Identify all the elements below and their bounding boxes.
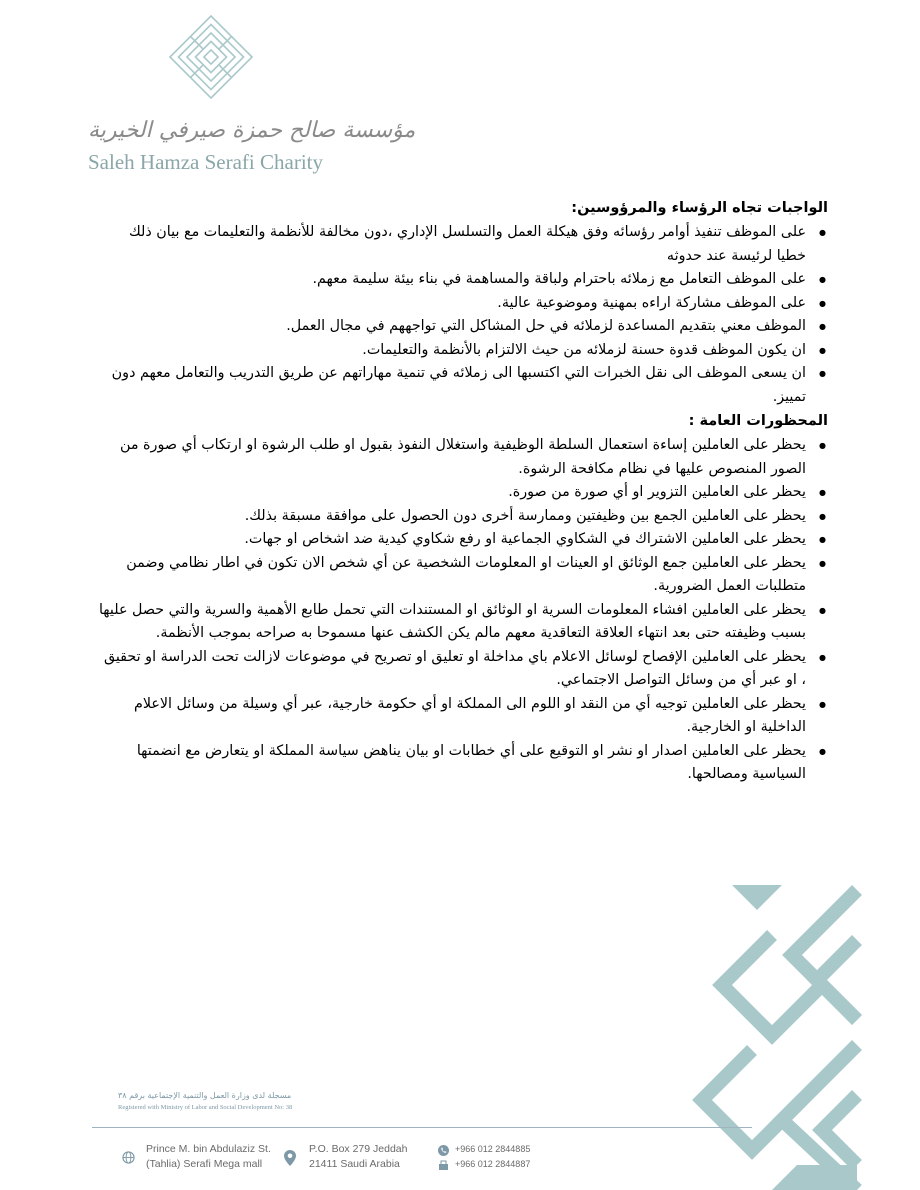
address-line-2: (Tahlia) Serafi Mega mall xyxy=(146,1158,263,1170)
phone-icon xyxy=(438,1145,449,1156)
registration-english: Registered with Ministry of Labor and Social Development No: 38 xyxy=(118,1104,293,1111)
list-item: ● يحظر على العاملين إساءة استعمال السلطة الوظيفية واستغلال النفوذ بقبول او طلب الرشوة او ارتكاب أي صورة من الصور المنصوص عليها في نظام مكافحة الرشوة. xyxy=(98,434,806,481)
duties-list xyxy=(98,221,828,409)
list-item: ● يحظر على العاملين توجيه أي من النقد او اللوم الى المملكة او أي حكومة خارجية، عبر أي وسيلة من وسائل الاعلام الداخلية او الخارجية. xyxy=(98,693,806,740)
decorative-pattern-icon xyxy=(712,880,857,1190)
phone-number: +966 012 2844885 xyxy=(455,1144,531,1154)
brand-english-name: Saleh Hamza Serafi Charity xyxy=(88,150,323,174)
charity-logo-icon xyxy=(168,14,254,100)
footer-divider xyxy=(92,1127,752,1128)
pobox-line-2: 21411 Saudi Arabia xyxy=(309,1158,400,1170)
document-body xyxy=(98,196,828,787)
address-line-1: Prince M. bin Abdulaziz St. xyxy=(146,1143,271,1155)
location-pin-icon xyxy=(284,1150,296,1166)
list-item: ● ان يكون الموظف قدوة حسنة لزملائه من حيث الالتزام بالأنظمة والتعليمات. xyxy=(98,339,806,363)
list-item: ● يحظر على العاملين افشاء المعلومات السرية او الوثائق او المستندات التي تحمل طابع الأهمية والسرية والتي حصل عليها بسبب وظيفته حتى بعد انتهاء العلاقة التعاقدية معهم مالم يكن الكشف عنها مسموحا به صراحه بموجب الأنظمة. xyxy=(98,599,806,646)
list-item: ● ان يسعى الموظف الى نقل الخبرات التي اكتسبها الى زملائه في تنمية مهاراتهم عن طريق التدريب والتعامل معهم دون تمييز. xyxy=(98,362,806,409)
registration-arabic: مسجلة لدى وزارة العمل والتنمية الإجتماعية برقم ٣٨ xyxy=(118,1091,292,1100)
list-item: ● يحظر على العاملين الاشتراك في الشكاوي الجماعية او رفع شكاوي كيدية ضد اشخاص او جهات. xyxy=(98,528,806,552)
brand-arabic-name: مؤسسة صالح حمزة صيرفي الخيرية xyxy=(88,118,416,143)
globe-icon xyxy=(122,1151,135,1164)
list-item: ● يحظر على العاملين جمع الوثائق او العينات او المعلومات الشخصية عن أي شخص الان تكون في اطار نظامي وضمن متطلبات العمل الضرورية. xyxy=(98,552,806,599)
prohibitions-list xyxy=(98,434,828,787)
list-item: ● يحظر على العاملين التزوير او أي صورة من صورة. xyxy=(98,481,806,505)
list-item: ● يحظر على العاملين الجمع بين وظيفتين وممارسة أخرى دون الحصول على موافقة مسبقة بذلك. xyxy=(98,505,806,529)
list-item: ● على الموظف مشاركة اراءه بمهنية وموضوعية عالية. xyxy=(98,292,806,316)
duties-section-title: الواجبات تجاه الرؤساء والمرؤوسين: xyxy=(571,200,828,216)
list-item: ● يحظر على العاملين الإفصاح لوسائل الاعلام باي مداخلة او تعليق او تصريح في موضوعات لازالت تحت الدراسة او تحقيق ، او عبر أي من وسائل التواصل الاجتماعي. xyxy=(98,646,806,693)
list-item: ● على الموظف التعامل مع زملائه باحترام ولباقة والمساهمة في بناء بيئة سليمة معهم. xyxy=(98,268,806,292)
list-item: ● الموظف معني بتقديم المساعدة لزملائه في حل المشاكل التي تواجههم في مجال العمل. xyxy=(98,315,806,339)
fax-number: +966 012 2844887 xyxy=(455,1159,531,1169)
list-item: ● يحظر على العاملين اصدار او نشر او التوقيع على أي خطابات او بيان يناهض سياسة المملكة او يتعارض مع انضمتها السياسية ومصالحها. xyxy=(98,740,806,787)
list-item: ● على الموظف تنفيذ أوامر رؤسائه وفق هيكلة العمل والتسلسل الإداري ،دون مخالفة للأنظمة والتعليمات مع بيان ذلك خطيا لرئيسة عند حدوثه xyxy=(98,221,806,268)
prohibitions-section-title: المحظورات العامة : xyxy=(688,413,828,429)
fax-icon xyxy=(438,1160,449,1171)
pobox-line-1: P.O. Box 279 Jeddah xyxy=(309,1143,408,1155)
